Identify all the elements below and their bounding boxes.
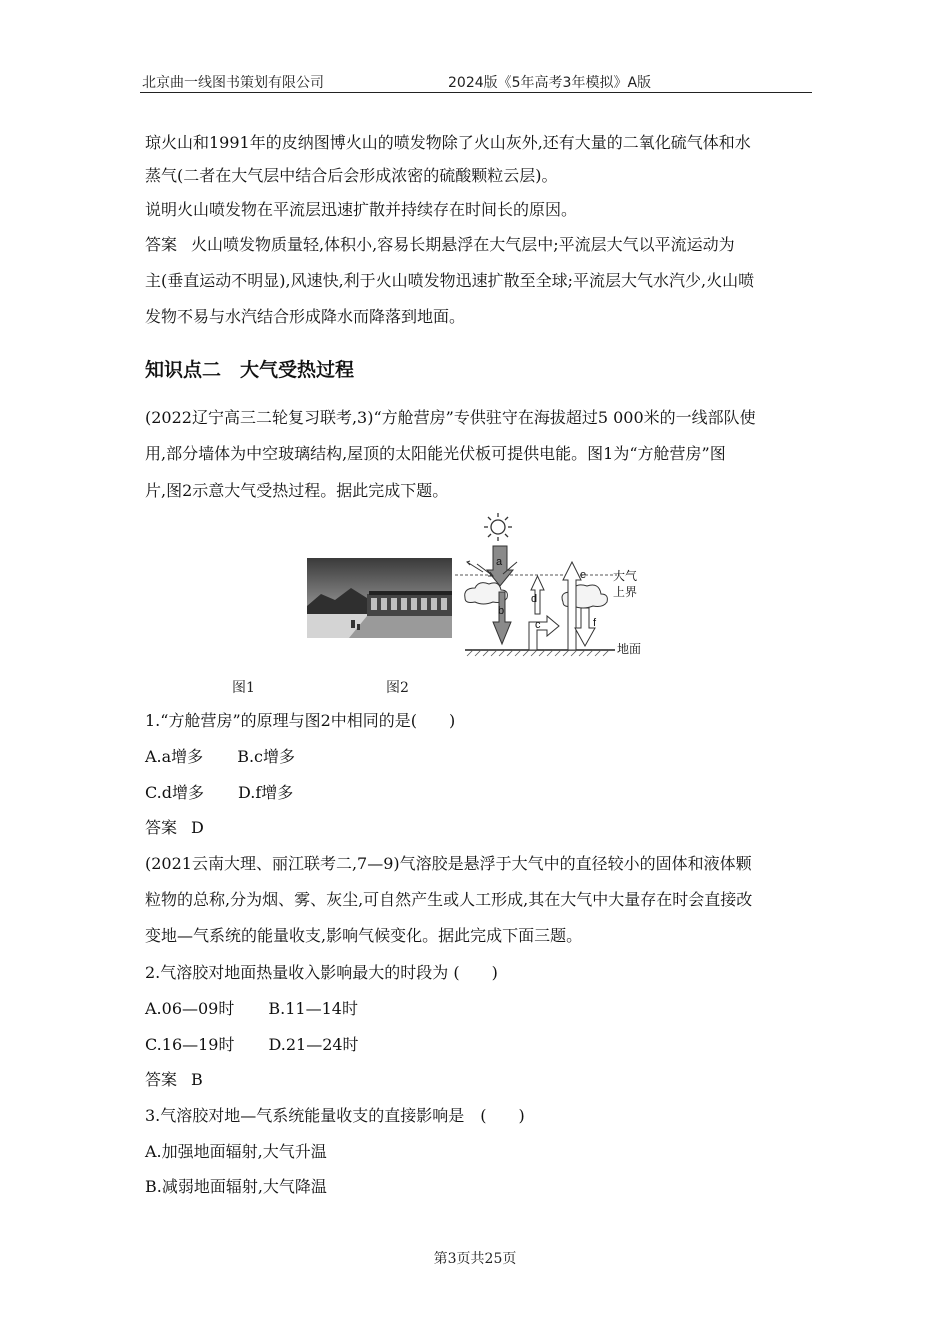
q3-option-b: B.减弱地面辐射,大气降温 (145, 1177, 327, 1196)
q2-answer-label: 答案 (145, 1070, 178, 1089)
q2-stem: 2.气溶胶对地面热量收入影响最大的时段为 ( ) (145, 963, 498, 982)
sun-icon (484, 513, 512, 541)
q1-option-a: A.a增多 (145, 747, 204, 766)
atmosphere-heating-diagram (455, 510, 670, 660)
q2-option-a: A.06—09时 (145, 999, 235, 1018)
q1-option-c: C.d增多 (145, 783, 205, 802)
q3-option-a: A.加强地面辐射,大气升温 (145, 1142, 327, 1161)
answer-line-3: 发物不易与水汽结合形成降水而降落到地面。 (145, 307, 466, 326)
passage1-line-2: 用,部分墙体为中空玻璃结构,屋顶的太阳能光伏板可提供电能。图1为“方舱营房”图 (145, 444, 726, 463)
label-f: f (593, 617, 597, 629)
page-header (140, 62, 812, 93)
intro-question: 说明火山喷发物在平流层迅速扩散并持续存在时间长的原因。 (145, 200, 578, 219)
intro-line-2: 蒸气(二者在大气层中结合后会形成浓密的硫酸颗粒云层)。 (145, 166, 558, 185)
q2-options-ab (145, 998, 358, 1020)
label-c: c (535, 619, 541, 631)
passage1-line-3: 片,图2示意大气受热过程。据此完成下题。 (145, 481, 449, 500)
answer-text: 火山喷发物质量轻,体积小,容易长期悬浮在大气层中;平流层大气以平流运动为 (191, 235, 735, 254)
label-ground: 地面 (617, 642, 642, 656)
label-b: b (498, 605, 505, 617)
q1-options-cd (145, 782, 293, 804)
label-atmosphere-top-2: 上界 (613, 585, 638, 599)
q2-option-d: D.21—24时 (268, 1035, 359, 1054)
q1-answer (145, 817, 204, 839)
q2-answer (145, 1069, 203, 1091)
q1-answer-value: D (191, 818, 204, 837)
intro-line-1: 琼火山和1991年的皮纳图博火山的喷发物除了火山灰外,还有大量的二氧化硫气体和水 (145, 133, 751, 152)
section-title: 知识点二 大气受热过程 (145, 359, 355, 381)
book-title: 2024版《5年高考3年模拟》A版 (448, 75, 652, 91)
answer-line-1 (145, 234, 735, 256)
label-e: e (580, 569, 587, 581)
q2-option-c: C.16—19时 (145, 1035, 235, 1054)
q1-option-d: D.f增多 (238, 783, 294, 802)
answer-line-2: 主(垂直运动不明显),风速快,利于火山喷发物迅速扩散至全球;平流层大气水汽少,火山喷 (145, 271, 755, 290)
q2-answer-value: B (191, 1070, 203, 1089)
label-a: a (496, 556, 503, 568)
q2-option-b: B.11—14时 (268, 999, 358, 1018)
figure2-caption: 图2 (386, 680, 409, 696)
passage2-line-1: (2021云南大理、丽江联考二,7—9)气溶胶是悬浮于大气中的直径较小的固体和液体颗 (145, 854, 752, 873)
q1-answer-label: 答案 (145, 818, 178, 837)
q3-stem: 3.气溶胶对地—气系统能量收支的直接影响是 ( ) (145, 1106, 525, 1125)
label-d: d (531, 593, 538, 605)
page-number: 第3页共25页 (433, 1251, 517, 1267)
arrow-c (529, 616, 559, 650)
q2-options-cd (145, 1034, 359, 1056)
passage2-line-3: 变地—气系统的能量收支,影响气候变化。据此完成下面三题。 (145, 926, 583, 945)
arrow-f (575, 608, 595, 646)
q1-option-b: B.c增多 (237, 747, 295, 766)
passage1-line-1: (2022辽宁高三二轮复习联考,3)“方舱营房”专供驻守在海拔超过5 000米的一线部队使 (145, 408, 756, 427)
label-atmosphere-top-1: 大气 (613, 569, 638, 583)
answer-label: 答案 (145, 235, 178, 254)
q1-options-ab (145, 746, 295, 768)
passage2-line-2: 粒物的总称,分为烟、雾、灰尘,可自然产生或人工形成,其在大气中大量存在时会直接改 (145, 890, 753, 909)
q1-stem: 1.“方舱营房”的原理与图2中相同的是( ) (145, 711, 456, 730)
publisher-name: 北京曲一线图书策划有限公司 (142, 75, 324, 91)
cabin-barracks-photo (307, 558, 452, 638)
figure1-caption: 图1 (232, 680, 255, 696)
